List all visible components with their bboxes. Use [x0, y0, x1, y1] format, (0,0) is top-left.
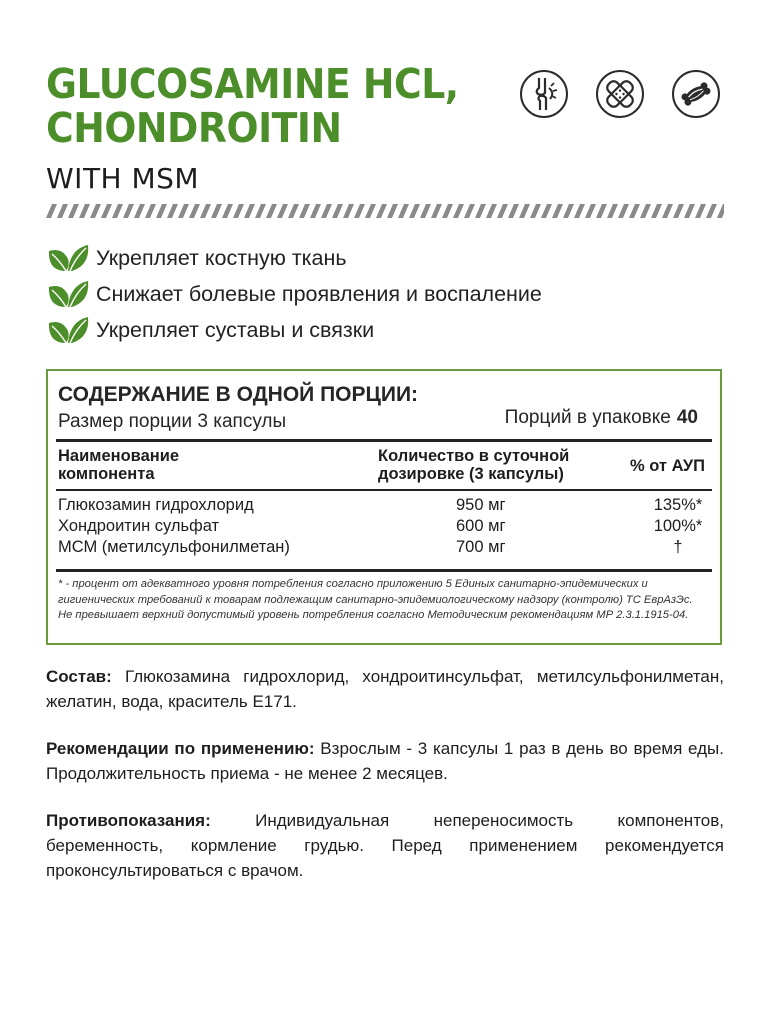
benefits-list [46, 240, 542, 348]
composition-label: Состав: [46, 667, 112, 686]
benefit-item [46, 312, 542, 348]
contraindications-paragraph [46, 808, 724, 883]
usage-label: Рекомендации по применению: [46, 739, 315, 758]
column-header-name [58, 447, 179, 483]
table-rule [56, 489, 712, 491]
table-row [58, 496, 710, 516]
benefit-text: Укрепляет костную ткань [96, 245, 347, 270]
leaf-icon [46, 277, 90, 311]
composition-text: Глюкозамина гидрохлорид, хондроитинсульфат, метилсульфонилметан, желатин, вода, краситель Е171. [46, 667, 724, 711]
composition-paragraph [46, 664, 724, 714]
component-percent: 135%* [653, 496, 703, 514]
contraindications-label: Противопоказания: [46, 811, 211, 830]
component-name: МСМ (метилсульфонилметан) [58, 538, 290, 556]
benefit-text: Снижает болевые проявления и воспаление [96, 281, 542, 306]
title-line-1: GLUCOSAMINE HCL, [46, 60, 459, 108]
benefit-item [46, 240, 542, 276]
table-rule [56, 439, 712, 442]
contraindications-text: Индивидуальная непереносимость компонентов, беременность, кормление грудью. Перед применением рекомендуется проконсультироваться с врачом. [46, 811, 724, 880]
component-amount: 600 мг [456, 517, 506, 535]
joint-icon [520, 70, 568, 118]
table-rule [56, 569, 712, 572]
column-header-percent: % от АУП [630, 457, 705, 475]
benefit-item [46, 276, 542, 312]
component-percent: 100%* [653, 517, 703, 535]
component-name: Глюкозамин гидрохлорид [58, 496, 254, 514]
product-subtitle: WITH MSM [46, 162, 200, 195]
feature-icons [520, 70, 730, 122]
bandage-icon [596, 70, 644, 118]
component-name: Хондроитин сульфат [58, 517, 220, 535]
serving-size: Размер порции 3 капсулы [58, 411, 287, 432]
column-header-quantity-line: Количество в суточной [378, 447, 570, 465]
column-header-name-line: Наименование [58, 447, 180, 465]
title-line-2: CHONDROITIN [46, 104, 342, 152]
component-amount: 700 мг [456, 538, 506, 556]
usage-paragraph [46, 736, 724, 786]
component-amount: 950 мг [456, 496, 506, 514]
servings-per-container [505, 407, 698, 429]
column-header-name-line: компонента [58, 465, 155, 483]
table-row [58, 517, 710, 537]
supplement-facts-panel [46, 369, 722, 645]
leaf-icon [46, 313, 90, 347]
benefit-text: Укрепляет суставы и связки [96, 317, 375, 342]
usage-text: Взрослым - 3 капсулы 1 раз в день во время еды. Продолжительность приема - не менее 2 месяцев. [46, 739, 724, 783]
servings-value: 40 [676, 407, 698, 428]
product-title [46, 62, 459, 150]
column-header-quantity [378, 447, 569, 483]
column-header-quantity-line: дозировке (3 капсулы) [378, 465, 564, 483]
facts-heading: СОДЕРЖАНИЕ В ОДНОЙ ПОРЦИИ: [58, 383, 419, 406]
stripe-divider [46, 204, 724, 218]
servings-label: Порций в упаковке [504, 407, 671, 428]
component-percent: † [673, 538, 683, 556]
leaf-icon [46, 241, 90, 275]
bone-icon [672, 70, 720, 118]
table-row [58, 538, 710, 558]
footnote: * - процент от адекватного уровня потребления согласно приложению 5 Единых санитарно-эпидемических и гигиенических требований к товарам подлежащим санитарно-эпидемиологическому надзору (контролю) ТС ЕврАзЭс. Не превышает верхний допустимый уровень потребления согласно Методическим рекомендациям МР 2.3.1.1915-04. [58, 578, 693, 621]
